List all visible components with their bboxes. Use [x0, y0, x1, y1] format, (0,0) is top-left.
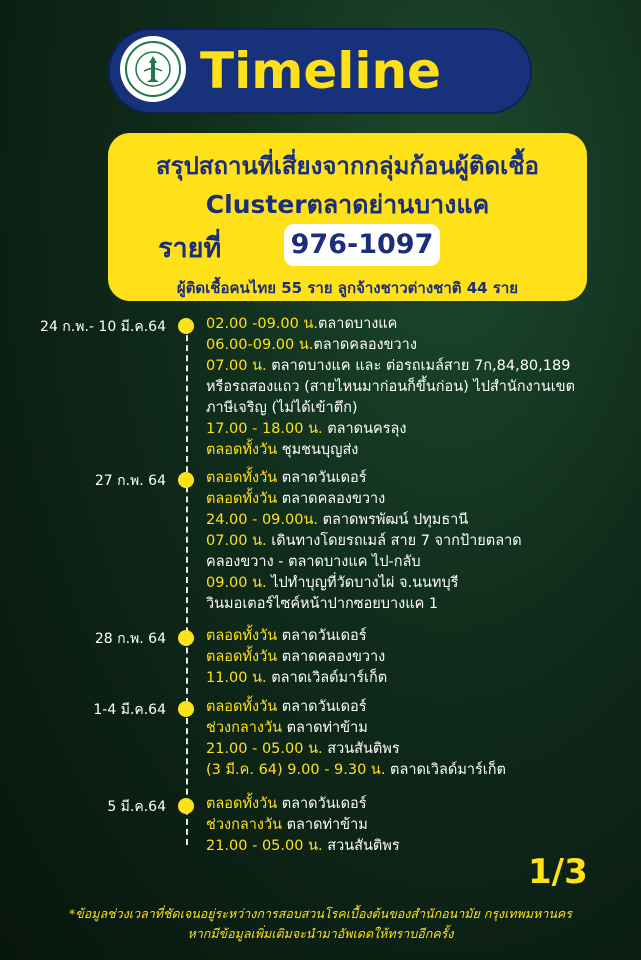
- timeline-item: วินมอเตอร์ไซค์หน้าปากซอยบางแค 1: [206, 596, 439, 612]
- timeline-entry-group: [206, 697, 626, 781]
- timeline-item: (3 มี.ค. 64) 9.00 - 9.30 น. ตลาดเวิลด์มาร์เก็ต: [206, 762, 506, 778]
- footnote-line-2: หากมีข้อมูลเพิ่มเติมจะนำมาอัพเดตให้ทราบอีกครั้ง: [187, 926, 454, 941]
- timeline-entry-group: [206, 626, 626, 689]
- timeline-item: ตลอดทั้งวัน ชุมชนบุญส่ง: [206, 442, 359, 458]
- timeline-entry-group: [206, 314, 626, 461]
- timeline-item: 21.00 - 05.00 น. สวนสันติพร: [206, 838, 400, 854]
- timeline-date: 5 มี.ค.64: [107, 799, 166, 815]
- timeline-date: 24 ก.พ.- 10 มี.ค.64: [40, 319, 166, 335]
- timeline-axis: [186, 325, 188, 845]
- timeline-item: 17.00 - 18.00 น. ตลาดนครลุง: [206, 421, 407, 437]
- timeline-dot: [178, 472, 194, 488]
- bangkok-seal-icon: [120, 36, 186, 102]
- timeline-item: 09.00 น. ไปทำบุญที่วัดบางไผ่ จ.นนทบุรี: [206, 575, 459, 591]
- footnote: [20, 904, 621, 944]
- summary-line-2: Clusterตลาดย่านบางแค: [205, 190, 490, 219]
- footnote-line-1: *ข้อมูลช่วงเวลาที่ชัดเจนอยู่ระหว่างการสอบสวนโรคเบื้องต้นของสำนักอนามัย กรุงเทพมหานคร: [68, 906, 573, 921]
- page-title: Timeline: [200, 42, 442, 100]
- timeline-date: 1-4 มี.ค.64: [93, 702, 166, 718]
- timeline-item: ตลอดทั้งวัน ตลาดวันเดอร์: [206, 628, 367, 644]
- timeline-item: ตลอดทั้งวัน ตลาดวันเดอร์: [206, 699, 367, 715]
- timeline-item: 06.00-09.00 น.ตลาดคลองขวาง: [206, 337, 417, 353]
- timeline-item: ภาษีเจริญ (ไม่ได้เข้าตึก): [206, 400, 358, 416]
- timeline-item: 11.00 น. ตลาดเวิลด์มาร์เก็ต: [206, 670, 388, 686]
- timeline-dot: [178, 701, 194, 717]
- timeline-entry-group: [206, 794, 626, 857]
- timeline-item: 07.00 น. เดินทางโดยรถเมล์ สาย 7 จากป้ายตลาด: [206, 533, 522, 549]
- summary-line-1: สรุปสถานที่เสี่ยงจากกลุ่มก้อนผู้ติดเชื้อ: [156, 152, 539, 180]
- timeline-dot: [178, 630, 194, 646]
- timeline-item: คลองขวาง - ตลาดบางแค ไป-กลับ: [206, 554, 421, 570]
- timeline-dot: [178, 318, 194, 334]
- timeline-dot: [178, 798, 194, 814]
- timeline-date: 28 ก.พ. 64: [94, 631, 166, 647]
- timeline-item: หรือรถสองแถว (สายไหนมาก่อนก็ขึ้นก่อน) ไปสำนักงานเขต: [206, 379, 576, 395]
- timeline-item: ตลอดทั้งวัน ตลาดคลองขวาง: [206, 491, 386, 507]
- timeline-item: 24.00 - 09.00น. ตลาดพรพัฒน์ ปทุมธานี: [206, 512, 469, 528]
- timeline-item: 07.00 น. ตลาดบางแค และ ต่อรถเมล์สาย 7ก,84,80,189: [206, 358, 571, 374]
- timeline-item: ช่วงกลางวัน ตลาดท่าข้าม: [206, 817, 368, 833]
- case-range-badge: 976-1097: [284, 224, 440, 266]
- timeline-entry-group: [206, 468, 626, 615]
- timeline-item: ช่วงกลางวัน ตลาดท่าข้าม: [206, 720, 368, 736]
- timeline-item: ตลอดทั้งวัน ตลาดวันเดอร์: [206, 796, 367, 812]
- timeline-item: 21.00 - 05.00 น. สวนสันติพร: [206, 741, 400, 757]
- timeline-date: 27 ก.พ. 64: [94, 473, 166, 489]
- timeline-item: ตลอดทั้งวัน ตลาดคลองขวาง: [206, 649, 386, 665]
- case-label: รายที่: [158, 233, 222, 264]
- timeline-item: ตลอดทั้งวัน ตลาดวันเดอร์: [206, 470, 367, 486]
- summary-subline: ผู้ติดเชื้อคนไทย 55 ราย ลูกจ้างชาวต่างชาติ 44 ราย: [176, 279, 519, 297]
- timeline-item: 02.00 -09.00 น.ตลาดบางแค: [206, 316, 398, 332]
- page-indicator: 1/3: [528, 852, 588, 892]
